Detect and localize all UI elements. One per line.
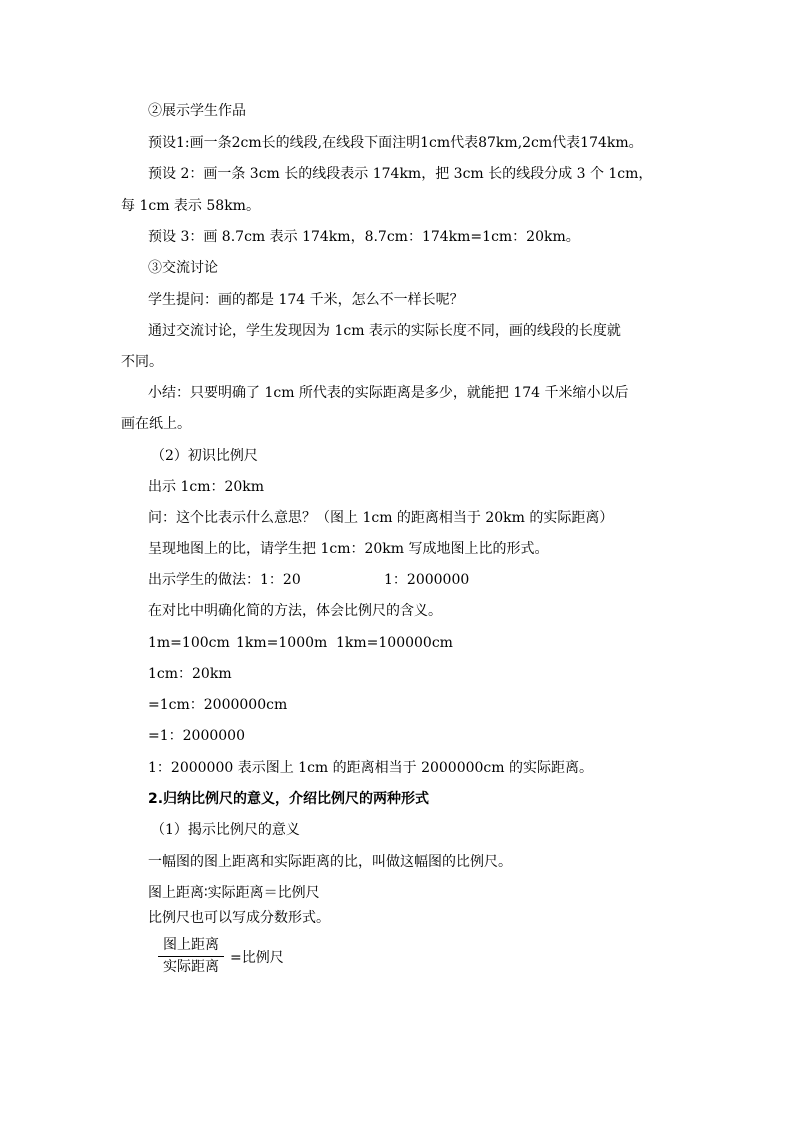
formula-line: 图上距离∶实际距离＝比例尺 <box>148 885 320 901</box>
text-line: 呈现地图上的比，请学生把 1cm：20km 写成地图上比的形式。 <box>148 541 549 557</box>
subheading: （2）初识比例尺 <box>151 448 258 464</box>
fraction-denominator: 实际距离 <box>163 959 219 975</box>
text-line: 画在纸上。 <box>121 416 191 432</box>
text-line: =1cm：2000000cm <box>148 697 288 713</box>
text-line: 每 1cm 表示 58km。 <box>121 198 260 214</box>
text-line: =1：2000000 <box>148 728 245 744</box>
text-line: 1cm：20km <box>148 666 232 682</box>
text-line: 出示 1cm：20km <box>148 479 265 495</box>
text-line: 1m=100cm <box>148 635 230 651</box>
text-line: 预设 2：画一条 3cm 长的线段表示 174km，把 3cm 长的线段分成 3 个 1cm， <box>148 166 653 182</box>
text-line: 学生提问：画的都是 174 千米，怎么不一样长呢？ <box>148 292 464 308</box>
text-line: 预设1:画一条2cm长的线段,在线段下面注明1cm代表87km,2cm代表174km。 <box>148 135 643 151</box>
text-line: 小结：只要明确了 1cm 所代表的实际距离是多少，就能把 174 千米缩小以后 <box>148 385 629 401</box>
text-line: 在对比中明确化简的方法，体会比例尺的含义。 <box>148 603 442 619</box>
text-line: 通过交流讨论，学生发现因为 1cm 表示的实际长度不同，画的线段的长度就 <box>148 323 621 339</box>
text-line: ③交流讨论 <box>148 260 218 276</box>
fraction-rhs: =比例尺 <box>230 949 284 966</box>
section-heading: 2.归纳比例尺的意义，介绍比例尺的两种形式 <box>148 791 430 807</box>
text-line: 预设 3：画 8.7cm 表示 174km，8.7cm：174km=1cm：20km。 <box>148 229 580 245</box>
text-line: 出示学生的做法：1：20 <box>148 572 301 588</box>
subheading: （1）揭示比例尺的意义 <box>151 822 300 838</box>
text-line: 不同。 <box>121 354 163 370</box>
text-line: 1km=100000cm <box>336 635 453 651</box>
text-line: 比例尺也可以写成分数形式。 <box>148 910 330 926</box>
text-line: 1km=1000m <box>236 635 328 651</box>
text-line: 一幅图的图上距离和实际距离的比，叫做这幅图的比例尺。 <box>148 854 512 870</box>
fraction-numerator: 图上距离 <box>163 937 219 953</box>
scale-fraction <box>158 936 284 977</box>
text-line: ②展示学生作品 <box>148 103 246 119</box>
text-line: 1：2000000 表示图上 1cm 的距离相当于 2000000cm 的实际距离。 <box>148 760 593 776</box>
text-line: 1：2000000 <box>384 572 470 588</box>
text-line: 问：这个比表示什么意思？（图上 1cm 的距离相当于 20km 的实际距离） <box>148 510 614 526</box>
fraction-bar <box>158 956 224 957</box>
